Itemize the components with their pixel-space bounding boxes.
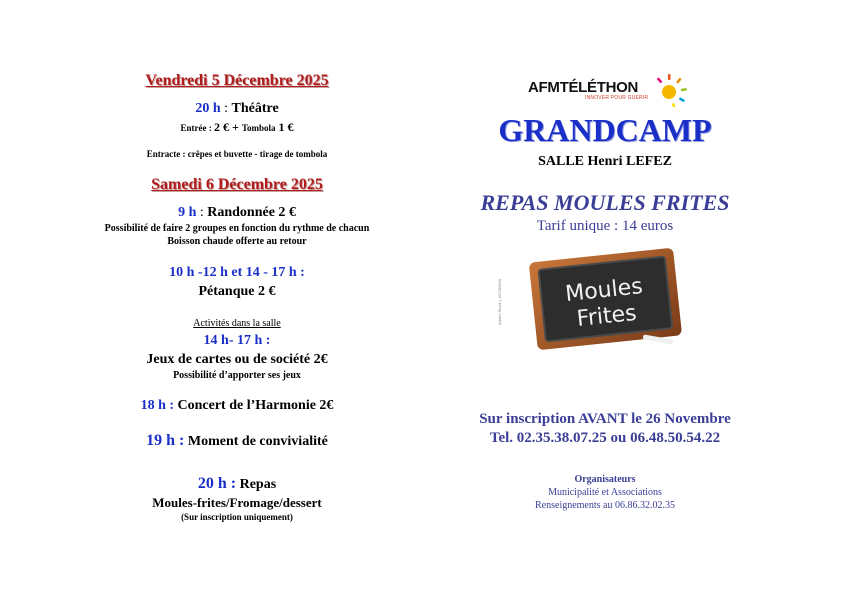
tombola-price: 1 € xyxy=(275,120,294,134)
intermission-line: Entracte : crêpes et buvette - tirage de tombola xyxy=(146,149,328,159)
games-note: Possibilité d’apporter ses jeux xyxy=(173,370,301,381)
theatre-label: Théâtre xyxy=(231,101,279,116)
tombola-label: Tombola xyxy=(241,123,276,133)
entry-price: 2 € + xyxy=(213,120,242,134)
concert-time: 18 h : xyxy=(140,398,175,413)
concert-line xyxy=(62,398,412,414)
hike-line xyxy=(62,205,412,221)
theatre-time: 20 h xyxy=(195,101,221,116)
hike-note-2: Boisson chaude offerte au retour xyxy=(167,236,307,247)
hike-sep: : xyxy=(196,205,208,220)
friday-heading: Vendredi 5 Décembre 2025 xyxy=(145,72,329,89)
concert-label: Concert de l’Harmonie 2€ xyxy=(174,398,334,413)
slate-line-1: Moules xyxy=(564,274,644,308)
games-time: 14 h- 17 h : xyxy=(203,333,271,348)
social-line xyxy=(62,432,412,450)
hike-label: Randonnée 2 € xyxy=(207,205,296,220)
meal-menu: Moules-frites/Fromage/dessert xyxy=(152,495,322,510)
slate-line-2: Frites xyxy=(575,300,638,332)
social-label: Moment de convivialité xyxy=(184,434,328,449)
logo-telethon: TÉLÉTHON xyxy=(559,79,639,96)
hike-note-1: Possibilité de faire 2 groupes en fonction du rythme de chacun xyxy=(104,223,370,234)
registration-deadline: Sur inscription AVANT le 26 Novembre xyxy=(479,411,731,427)
info-phone: Renseignements au 06.86.32.02.35 xyxy=(535,500,675,511)
indoor-title: Activités dans la salle xyxy=(193,318,281,329)
photo-credit: Adobe Stock | 102785860 xyxy=(497,279,502,325)
petanque-label: Pétanque 2 € xyxy=(198,284,276,299)
logo-tagline: INNOVER POUR GUÉRIR xyxy=(585,95,649,101)
venue: SALLE Henri LEFEZ xyxy=(538,154,672,169)
games-label: Jeux de cartes ou de société 2€ xyxy=(146,352,328,367)
theatre-sep: : xyxy=(220,101,232,116)
social-time: 19 h : xyxy=(146,432,185,449)
price: Tarif unique : 14 euros xyxy=(536,218,674,234)
meal-note: (Sur inscription uniquement) xyxy=(181,512,293,522)
town-title: GRANDCAMP xyxy=(498,112,712,148)
entry-label: Entrée : xyxy=(180,123,214,133)
event-title: REPAS MOULES FRITES xyxy=(480,190,730,215)
program-column xyxy=(62,0,412,595)
sun-icon xyxy=(654,73,688,107)
petanque-time: 10 h -12 h et 14 - 17 h : xyxy=(169,265,305,280)
meal-time: 20 h : xyxy=(197,475,237,492)
entry-line xyxy=(62,120,412,135)
organizers: Municipalité et Associations xyxy=(548,487,662,498)
phone-numbers: Tel. 02.35.38.07.25 ou 06.48.50.54.22 xyxy=(489,430,721,446)
saturday-heading: Samedi 6 Décembre 2025 xyxy=(151,176,323,193)
organizers-title: Organisateurs xyxy=(574,474,636,485)
theatre-line xyxy=(62,101,412,117)
hike-time: 9 h xyxy=(178,205,197,220)
logo-wordmark xyxy=(528,79,638,96)
chalkboard-image xyxy=(525,245,685,355)
meal-label: Repas xyxy=(236,477,277,492)
meal-line xyxy=(62,475,412,493)
logo-afm: AFM xyxy=(528,79,560,96)
afm-telethon-logo xyxy=(528,73,688,105)
